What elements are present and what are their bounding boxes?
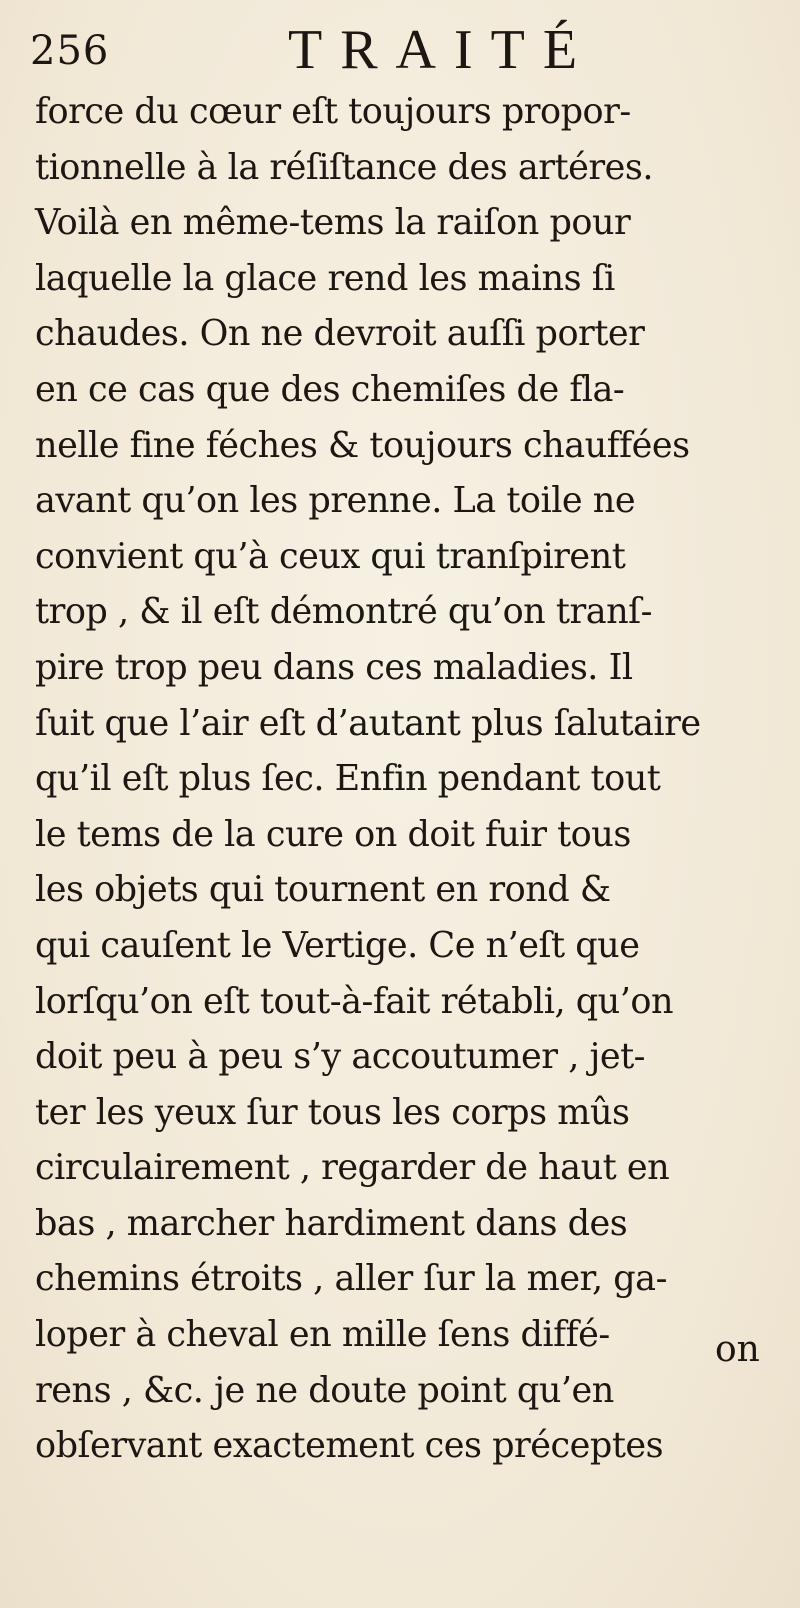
text-line: doit peu à peu s’y accoutumer , jet- (35, 1036, 646, 1078)
text-line: force du cœur eſt toujours propor- (35, 91, 631, 132)
text-line: obſervant exactement ces préceptes (35, 1425, 664, 1467)
text-line: ter les yeux ſur tous les corps mûs (35, 1091, 630, 1133)
text-line: en ce cas que des chemiſes de fla- (35, 368, 625, 410)
text-line: avant qu’on les prenne. La toile ne (35, 480, 636, 522)
text-line: loper à cheval en mille ſens diffé- (35, 1314, 610, 1356)
running-title: TRAITÉ (288, 19, 596, 81)
text-line: trop , & il eſt démontré qu’on tranſ- (35, 591, 652, 633)
text-line: chaudes. On ne devroit auſſi porter (35, 313, 645, 355)
text-line: circulairement , regarder de haut en (35, 1147, 670, 1189)
text-line: qu’il eſt plus ſec. Enfin pendant tout (35, 758, 661, 800)
catchword: on (715, 1329, 760, 1370)
text-line: convient qu’à ceux qui tranſpirent (35, 535, 626, 577)
text-line: rens , &c. je ne doute point qu’en (35, 1369, 614, 1411)
text-line: les objets qui tournent en rond & (35, 869, 611, 911)
text-line: bas , marcher hardiment dans des (35, 1202, 628, 1244)
text-line: le tems de la cure on doit fuir tous (35, 813, 631, 855)
text-line: qui cauſent le Vertige. Ce n’eſt que (35, 924, 640, 966)
page-number: 256 (30, 28, 110, 74)
text-line: lorſqu’on eſt tout-à-fait rétabli, qu’on (35, 980, 674, 1022)
text-line: laquelle la glace rend les mains ſi (35, 257, 615, 299)
text-line: Voilà en même-tems la raiſon pour (35, 202, 631, 244)
text-line: pire trop peu dans ces maladies. Il (35, 646, 633, 688)
running-head (30, 20, 750, 80)
text-line: nelle fine féches & toujours chauffées (35, 424, 690, 466)
text-line: tionnelle à la réſiſtance des artéres. (35, 146, 653, 188)
text-line: chemins étroits , aller ſur la mer, ga- (35, 1258, 667, 1300)
body-text (35, 84, 795, 1474)
text-line: ſuit que l’air eſt d’autant plus ſalutaire (35, 702, 701, 744)
